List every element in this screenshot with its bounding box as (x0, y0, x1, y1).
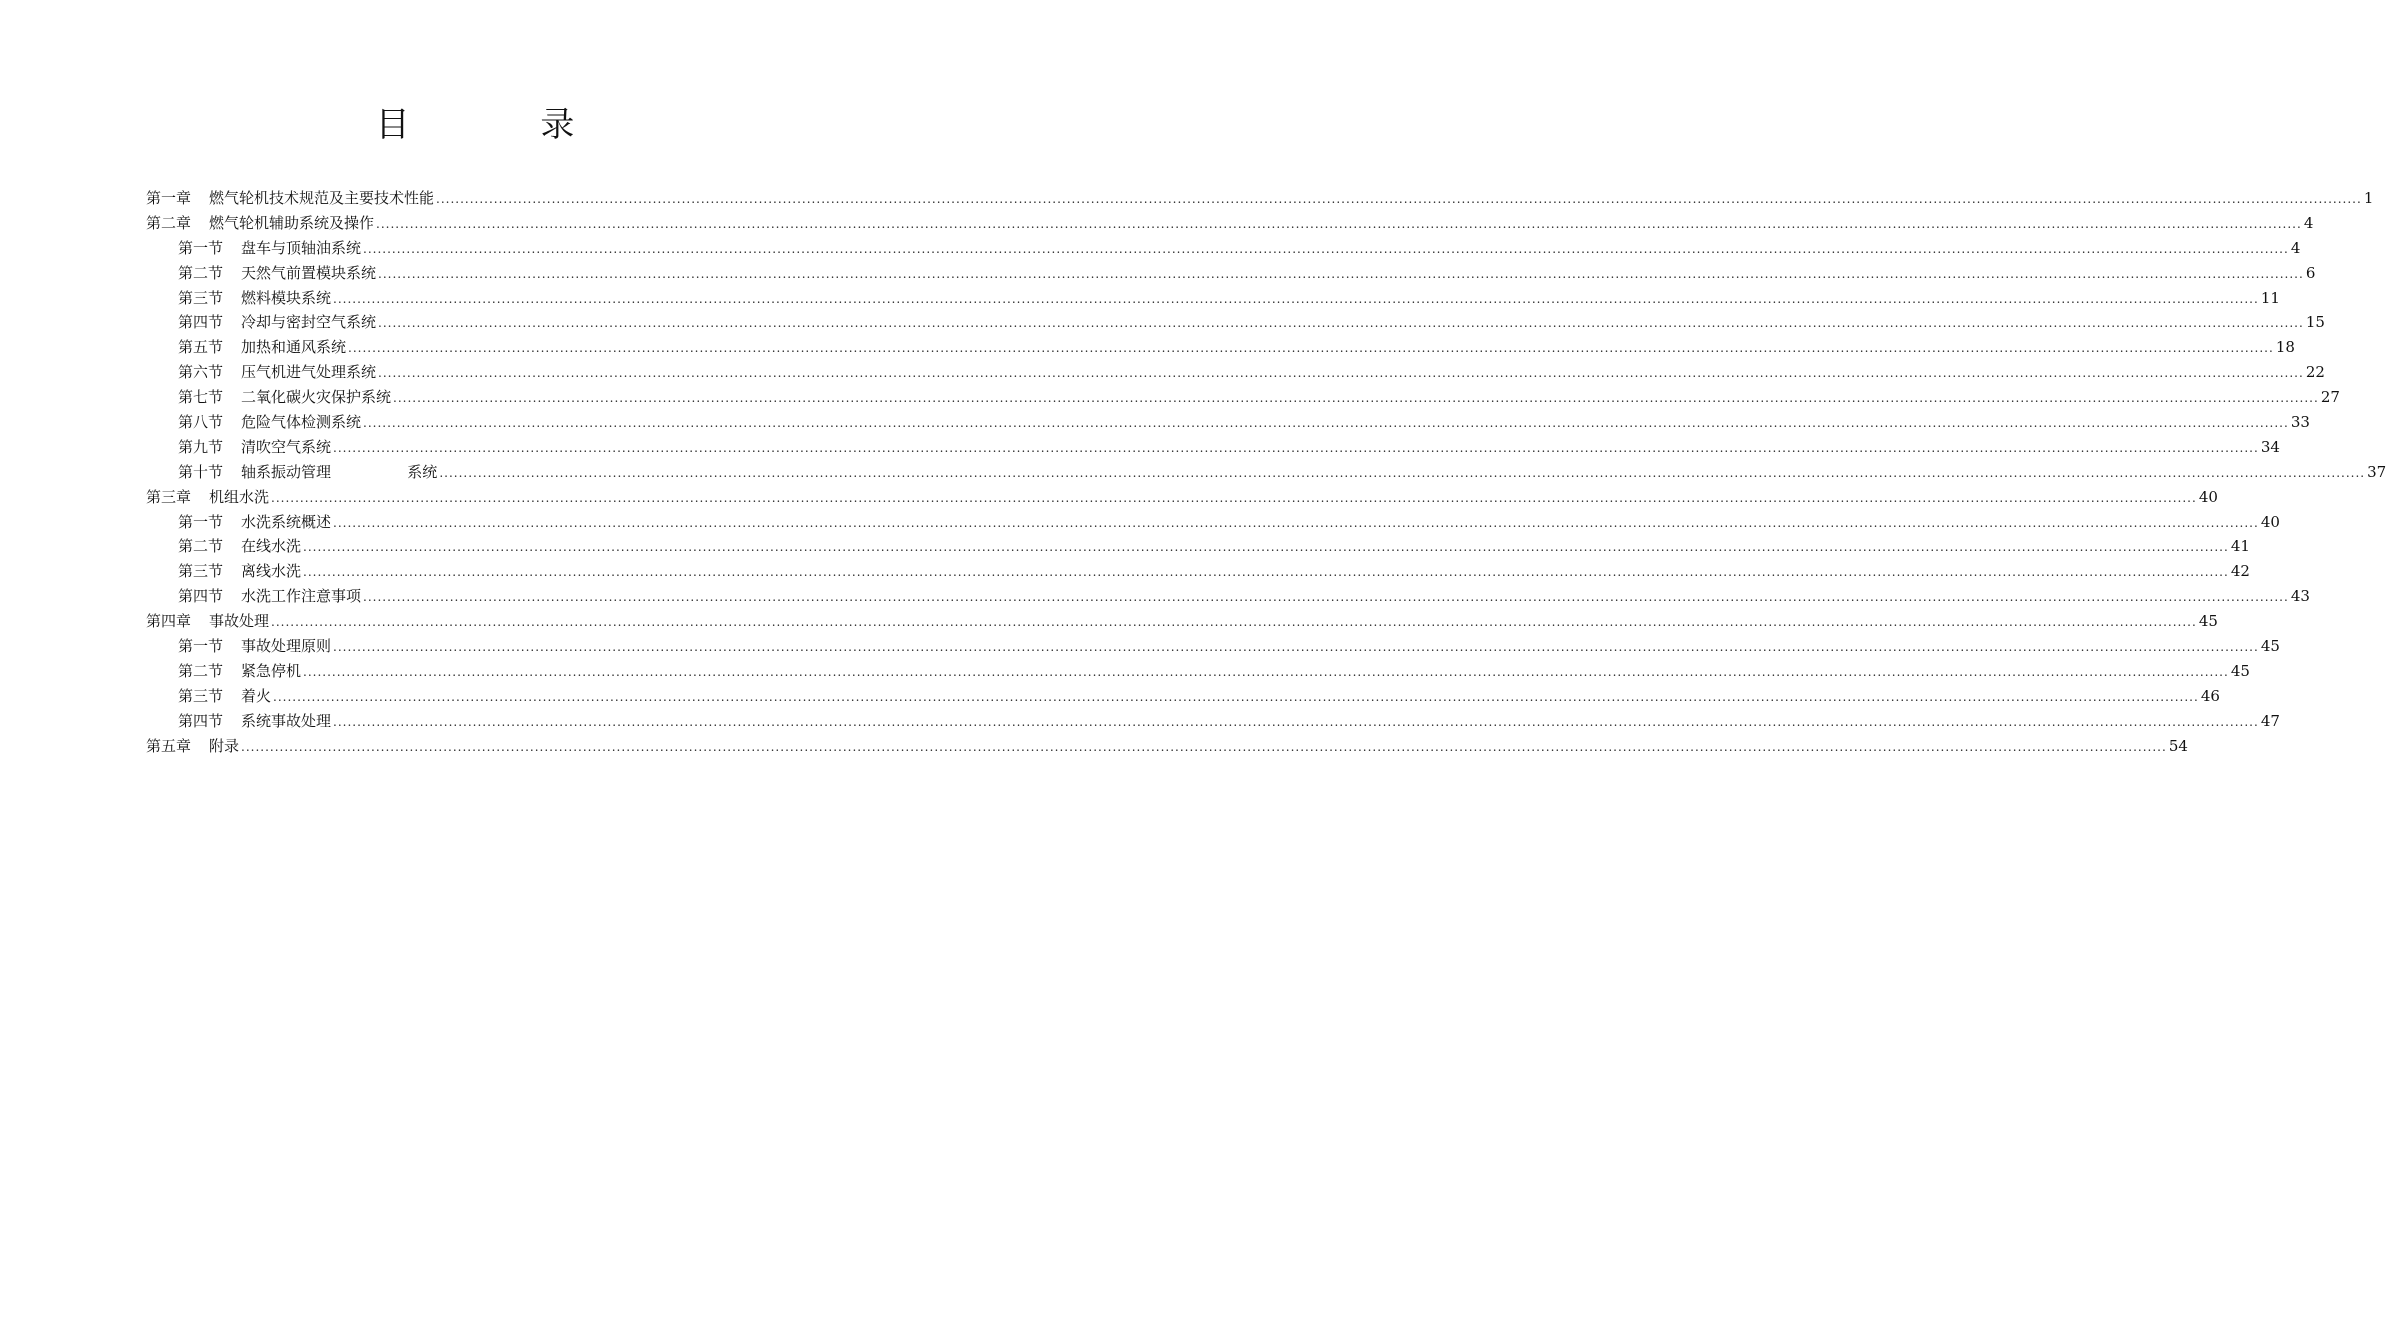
toc-entry-number: 第一节 (178, 637, 224, 656)
toc-leader-dots: ................................................................................................................................................................................................................................................................................................................................................................................................................ (333, 515, 2259, 530)
toc-entry-page-number: 11 (2260, 288, 2280, 307)
toc-entry-number: 第六节 (178, 363, 224, 382)
toc-entry-label: 清吹空气系统 (241, 437, 332, 456)
toc-section-entry[interactable] (146, 510, 2280, 535)
table-of-contents (146, 186, 2386, 758)
toc-section-entry[interactable] (146, 236, 2301, 261)
toc-section-entry[interactable] (146, 385, 2340, 410)
toc-entry-number: 第四节 (178, 313, 224, 332)
toc-entry-page-number: 4 (2303, 213, 2314, 232)
toc-leader-dots: ................................................................................................................................................................................................................................................................................................................................................................................................................ (393, 391, 2319, 406)
toc-section-entry[interactable] (146, 460, 2386, 485)
toc-entry-number: 第八节 (178, 413, 224, 432)
toc-entry-label: 加热和通风系统 (241, 338, 347, 357)
toc-section-entry[interactable] (146, 534, 2250, 559)
toc-section-entry[interactable] (146, 709, 2280, 734)
toc-entry-label: 事故处理原则 (241, 637, 332, 656)
toc-leader-dots: ................................................................................................................................................................................................................................................................................................................................................................................................................ (333, 640, 2259, 655)
toc-entry-number: 第五节 (178, 338, 224, 357)
toc-entry-page-number: 33 (2290, 413, 2310, 432)
toc-section-entry[interactable] (146, 559, 2250, 584)
toc-entry-label: 水洗系统概述 (241, 512, 332, 531)
toc-entry-label: 在线水洗 (241, 537, 302, 556)
toc-section-entry[interactable] (146, 286, 2280, 311)
toc-section-entry[interactable] (146, 634, 2280, 659)
toc-entry-label: 危险气体检测系统 (241, 413, 362, 432)
toc-leader-dots: ................................................................................................................................................................................................................................................................................................................................................................................................................ (303, 540, 2229, 555)
toc-entry-number: 第四章 (146, 612, 192, 631)
toc-leader-dots: ................................................................................................................................................................................................................................................................................................................................................................................................................ (241, 739, 2167, 754)
toc-leader-dots: ................................................................................................................................................................................................................................................................................................................................................................................................................ (333, 291, 2259, 306)
toc-entry-label: 燃气轮机辅助系统及操作 (209, 213, 375, 232)
toc-entry-page-number: 45 (2198, 612, 2218, 631)
toc-entry-label: 燃料模块系统 (241, 288, 332, 307)
toc-entry-label: 附录 (209, 736, 240, 755)
toc-leader-dots: ................................................................................................................................................................................................................................................................................................................................................................................................................ (348, 341, 2274, 356)
toc-entry-label: 盘车与顶轴油系统 (241, 238, 362, 257)
toc-entry-page-number: 54 (2168, 736, 2188, 755)
toc-entry-number: 第二节 (178, 537, 224, 556)
toc-entry-page-number: 15 (2305, 313, 2325, 332)
toc-chapter-entry[interactable] (146, 485, 2218, 510)
toc-entry-number: 第一节 (178, 512, 224, 531)
toc-section-entry[interactable] (146, 659, 2250, 684)
toc-leader-dots: ................................................................................................................................................................................................................................................................................................................................................................................................................ (271, 490, 2197, 505)
toc-entry-number: 第一章 (146, 189, 192, 207)
toc-leader-dots: ................................................................................................................................................................................................................................................................................................................................................................................................................ (303, 565, 2229, 580)
toc-entry-page-number: 41 (2230, 537, 2250, 556)
toc-entry-label: 紧急停机 (241, 661, 302, 680)
toc-entry-number: 第一节 (178, 238, 224, 257)
toc-section-entry[interactable] (146, 410, 2310, 435)
toc-entry-page-number: 47 (2260, 711, 2280, 730)
toc-entry-page-number: 40 (2260, 512, 2280, 531)
toc-entry-label: 压气机进气处理系统 (241, 363, 377, 382)
toc-section-entry[interactable] (146, 435, 2280, 460)
toc-entry-number: 第五章 (146, 736, 192, 755)
toc-entry-page-number: 37 (2367, 462, 2386, 481)
toc-chapter-entry[interactable] (146, 609, 2218, 634)
toc-section-entry[interactable] (146, 261, 2316, 286)
toc-section-entry[interactable] (146, 335, 2295, 360)
toc-entry-number: 第二章 (146, 213, 192, 232)
toc-entry-page-number: 43 (2290, 587, 2310, 606)
toc-leader-dots: ................................................................................................................................................................................................................................................................................................................................................................................................................ (303, 664, 2229, 679)
toc-entry-label: 轴系振动管理 系统 (241, 462, 438, 481)
toc-entry-page-number: 45 (2260, 637, 2280, 656)
toc-entry-label: 着火 (241, 686, 272, 705)
toc-chapter-entry[interactable] (146, 186, 2374, 211)
toc-entry-number: 第十节 (178, 462, 224, 481)
toc-entry-page-number: 4 (2290, 238, 2301, 257)
toc-entry-label: 机组水洗 (209, 487, 270, 506)
toc-section-entry[interactable] (146, 584, 2310, 609)
toc-entry-number: 第二节 (178, 263, 224, 282)
toc-entry-page-number: 46 (2200, 686, 2220, 705)
page-title: 目 录 (375, 105, 635, 145)
toc-leader-dots: ................................................................................................................................................................................................................................................................................................................................................................................................................ (363, 241, 2289, 256)
toc-entry-number: 第三节 (178, 686, 224, 705)
toc-entry-label: 二氧化碳火灾保护系统 (241, 388, 392, 407)
toc-entry-number: 第三节 (178, 288, 224, 307)
toc-leader-dots: ................................................................................................................................................................................................................................................................................................................................................................................................................ (271, 615, 2197, 630)
toc-leader-dots: ................................................................................................................................................................................................................................................................................................................................................................................................................ (333, 440, 2259, 455)
toc-entry-number: 第三章 (146, 487, 192, 506)
toc-leader-dots: ................................................................................................................................................................................................................................................................................................................................................................................................................ (378, 366, 2304, 381)
toc-entry-number: 第九节 (178, 437, 224, 456)
toc-entry-label: 离线水洗 (241, 562, 302, 581)
toc-entry-page-number: 45 (2230, 661, 2250, 680)
toc-leader-dots: ................................................................................................................................................................................................................................................................................................................................................................................................................ (273, 689, 2199, 704)
toc-entry-label: 冷却与密封空气系统 (241, 313, 377, 332)
toc-leader-dots: ................................................................................................................................................................................................................................................................................................................................................................................................................ (333, 714, 2259, 729)
toc-leader-dots: ................................................................................................................................................................................................................................................................................................................................................................................................................ (363, 590, 2289, 605)
toc-entry-page-number: 40 (2198, 487, 2218, 506)
toc-leader-dots: ................................................................................................................................................................................................................................................................................................................................................................................................................ (378, 266, 2304, 281)
toc-entry-number: 第四节 (178, 587, 224, 606)
toc-entry-page-number: 42 (2230, 562, 2250, 581)
toc-section-entry[interactable] (146, 684, 2220, 709)
toc-entry-number: 第二节 (178, 661, 224, 680)
toc-leader-dots: ................................................................................................................................................................................................................................................................................................................................................................................................................ (376, 216, 2302, 231)
toc-entry-number: 第三节 (178, 562, 224, 581)
toc-entry-page-number: 18 (2275, 338, 2295, 357)
toc-entry-page-number: 1 (2363, 189, 2374, 207)
toc-entry-page-number: 34 (2260, 437, 2280, 456)
toc-section-entry[interactable] (146, 360, 2325, 385)
toc-leader-dots: ................................................................................................................................................................................................................................................................................................................................................................................................................ (378, 316, 2304, 331)
toc-leader-dots: ................................................................................................................................................................................................................................................................................................................................................................................................................ (436, 192, 2362, 206)
toc-entry-number: 第四节 (178, 711, 224, 730)
toc-section-entry[interactable] (146, 310, 2325, 335)
toc-entry-page-number: 22 (2305, 363, 2325, 382)
toc-leader-dots: ................................................................................................................................................................................................................................................................................................................................................................................................................ (363, 416, 2289, 431)
toc-entry-number: 第七节 (178, 388, 224, 407)
toc-chapter-entry[interactable] (146, 734, 2188, 759)
toc-entry-label: 水洗工作注意事项 (241, 587, 362, 606)
toc-entry-page-number: 27 (2320, 388, 2340, 407)
toc-chapter-entry[interactable] (146, 211, 2314, 236)
toc-entry-label: 事故处理 (209, 612, 270, 631)
toc-entry-label: 天然气前置模块系统 (241, 263, 377, 282)
toc-entry-label: 燃气轮机技术规范及主要技术性能 (209, 189, 435, 207)
toc-entry-page-number: 6 (2305, 263, 2316, 282)
toc-leader-dots: ................................................................................................................................................................................................................................................................................................................................................................................................................ (439, 465, 2366, 480)
toc-entry-label: 系统事故处理 (241, 711, 332, 730)
